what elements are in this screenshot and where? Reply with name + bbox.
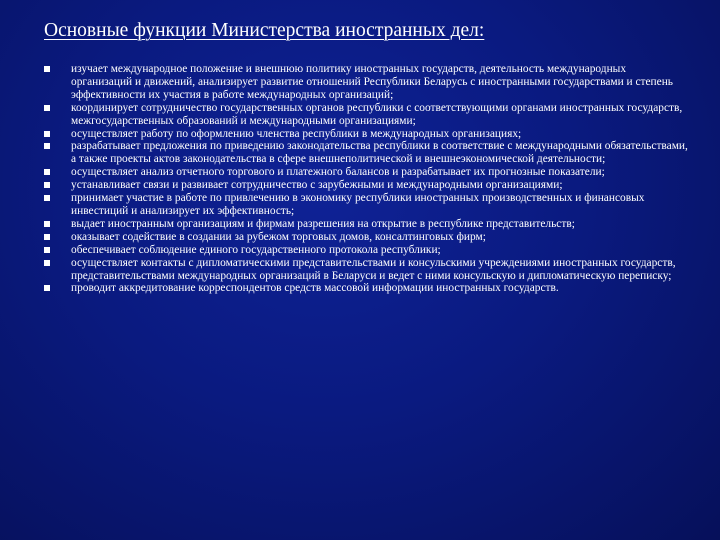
square-bullet-icon [44,285,50,291]
list-item-text: обеспечивает соблюдение единого государственного протокола республики; [71,243,441,256]
list-item [40,102,690,128]
square-bullet-icon [44,105,50,111]
list-item [40,63,690,102]
square-bullet-icon [44,169,50,175]
list-item [40,128,690,141]
list-item-text: проводит аккредитование корреспондентов средств массовой информации иностранных государств. [71,282,559,295]
list-item [40,282,690,295]
list-item-text: осуществляет контакты с дипломатическими представительствами и консульскими учреждениями иностранных государств, представительствами международных организаций в Беларуси и ведет с ними консульскую и дипломатическую переписку; [71,256,676,282]
square-bullet-icon [44,66,50,72]
slide-title: Основные функции Министерства иностранных дел: [44,20,485,41]
list-item-text: координирует сотрудничество государственных органов республики с соответствующими органами иностранных государств, межгосударственных образований и международными организациями; [71,101,683,127]
functions-list [40,63,690,295]
list-item-text: устанавливает связи и развивает сотрудничество с зарубежными и международными организациями; [71,179,563,192]
list-item-text: выдает иностранным организациям и фирмам разрешения на открытие в республике представительств; [71,217,575,230]
square-bullet-icon [44,143,50,149]
list-item-text: изучает международное положение и внешнюю политику иностранных государств, деятельность международных организаций и движений, анализирует развитие отношений Республики Беларусь с иностранными государствами и степень эффективности их участия в работе международных организаций; [71,63,674,101]
list-item-text: разрабатывает предложения по приведению законодательства республики в соответствие с международными обязательствами, а также проекты актов законодательства в сфере внешнеполитической и внешнеэкономической деятельности; [71,140,688,166]
list-item-text: оказывает содействие в создании за рубежом торговых домов, консалтинговых фирм; [71,230,486,243]
square-bullet-icon [44,260,50,266]
list-item [40,179,690,192]
square-bullet-icon [44,195,50,201]
list-item-text: осуществляет анализ отчетного торгового и платежного балансов и разрабатывает их прогнозные показатели; [71,166,605,179]
list-item-text: принимает участие в работе по привлечению в экономику республики иностранных производственных и финансовых инвестиций и анализирует их эффективность; [71,192,645,217]
square-bullet-icon [44,221,50,227]
list-item [40,140,690,166]
list-item [40,231,690,244]
square-bullet-icon [44,247,50,253]
list-item [40,257,690,283]
list-item [40,244,690,257]
list-item-text: осуществляет работу по оформлению членства республики в международных организациях; [71,127,522,140]
list-item [40,218,690,231]
list-item [40,192,690,218]
list-item [40,166,690,179]
square-bullet-icon [44,182,50,188]
square-bullet-icon [44,234,50,240]
square-bullet-icon [44,131,50,137]
